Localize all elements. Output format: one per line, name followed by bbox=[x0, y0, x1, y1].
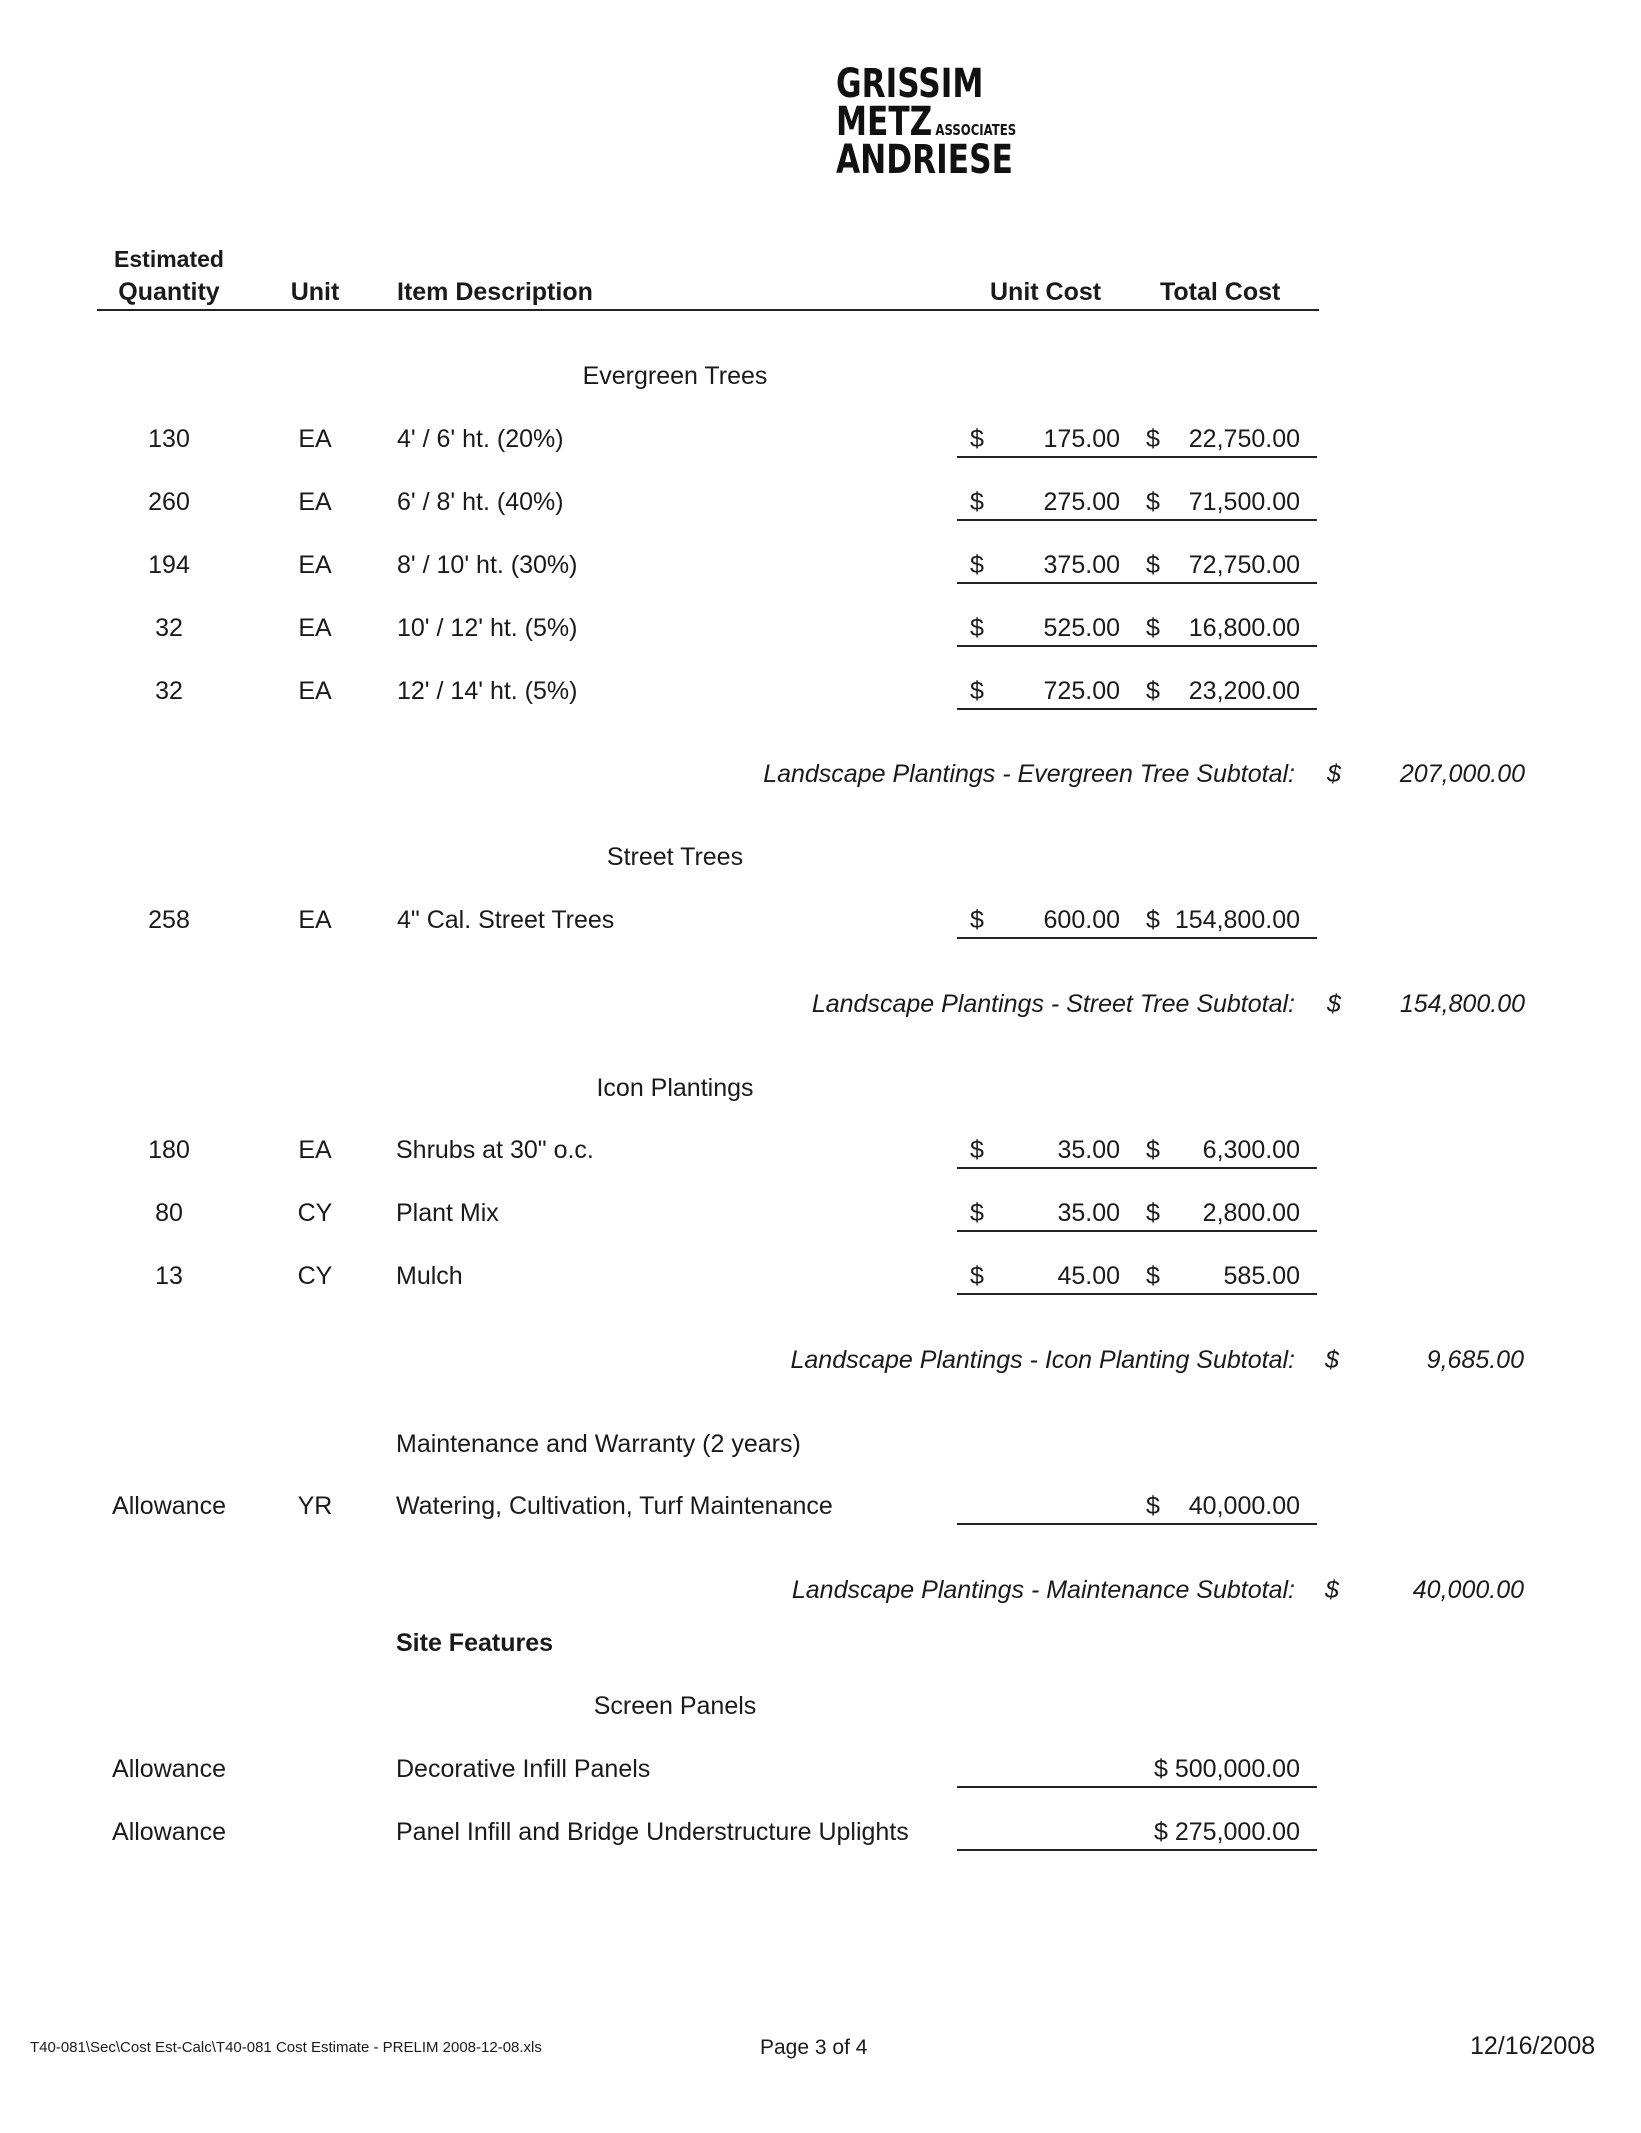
row-underline bbox=[957, 582, 1317, 584]
row-total-cost: 40,000.00 bbox=[1188, 1492, 1300, 1520]
row-quantity: Allowance bbox=[112, 1492, 226, 1520]
row-underline bbox=[957, 937, 1317, 939]
subtotal-value-street: 154,800.00 bbox=[1399, 990, 1525, 1018]
footer-page-number: Page 3 of 4 bbox=[760, 2036, 868, 2059]
row-underline bbox=[957, 1293, 1317, 1295]
row-underline bbox=[957, 456, 1317, 458]
section-title-maintenance: Maintenance and Warranty (2 years) bbox=[396, 1430, 801, 1458]
row-unit-cost-symbol: $ bbox=[970, 906, 984, 934]
row-total-cost-symbol: $ bbox=[1146, 1136, 1160, 1164]
row-quantity: 80 bbox=[155, 1199, 183, 1227]
row-unit-cost-symbol: $ bbox=[970, 1262, 984, 1290]
row-unit-cost-symbol: $ bbox=[970, 1199, 984, 1227]
row-unit: EA bbox=[298, 425, 332, 453]
row-unit-cost: 45.00 bbox=[1057, 1262, 1120, 1290]
header-unit: Unit bbox=[290, 278, 340, 306]
logo-line-1: GRISSIM bbox=[836, 61, 984, 107]
row-total-cost-symbol: $ bbox=[1146, 551, 1160, 579]
row-description: Panel Infill and Bridge Understructure Uplights bbox=[396, 1818, 909, 1846]
section-title-evergreen: Evergreen Trees bbox=[582, 362, 768, 390]
row-underline bbox=[957, 645, 1317, 647]
row-description: Shrubs at 30" o.c. bbox=[396, 1136, 594, 1164]
section-title-street: Street Trees bbox=[606, 843, 744, 871]
subtotal-label-street: Landscape Plantings - Street Tree Subtotal: bbox=[811, 990, 1295, 1018]
row-underline bbox=[957, 1230, 1317, 1232]
row-description: 6' / 8' ht. (40%) bbox=[397, 488, 564, 516]
section-heading-site-features: Site Features bbox=[396, 1629, 554, 1657]
row-total-cost-symbol: $ bbox=[1146, 488, 1160, 516]
subtotal-label-maintenance: Landscape Plantings - Maintenance Subtotal: bbox=[791, 1576, 1295, 1604]
row-description: Mulch bbox=[396, 1262, 463, 1290]
row-unit-cost: 35.00 bbox=[1057, 1199, 1120, 1227]
row-description: Decorative Infill Panels bbox=[396, 1755, 651, 1783]
row-unit-cost: 525.00 bbox=[1043, 614, 1120, 642]
row-unit: EA bbox=[298, 614, 332, 642]
row-unit-cost-symbol: $ bbox=[970, 677, 984, 705]
row-unit: EA bbox=[298, 677, 332, 705]
row-description: 12' / 14' ht. (5%) bbox=[397, 677, 578, 705]
row-total-cost: 6,300.00 bbox=[1202, 1136, 1300, 1164]
header-rule bbox=[97, 309, 1319, 311]
subtotal-value-icon: 9,685.00 bbox=[1426, 1346, 1524, 1374]
row-quantity: 32 bbox=[155, 614, 183, 642]
subtotal-label-evergreen: Landscape Plantings - Evergreen Tree Subtotal: bbox=[763, 760, 1295, 788]
subtotal-symbol-icon: $ bbox=[1325, 1346, 1339, 1374]
row-unit-cost-symbol: $ bbox=[970, 551, 984, 579]
subtotal-value-evergreen: 207,000.00 bbox=[1399, 760, 1525, 788]
subtotal-symbol-maintenance: $ bbox=[1325, 1576, 1339, 1604]
row-total-cost: 72,750.00 bbox=[1188, 551, 1300, 579]
header-description: Item Description bbox=[397, 278, 593, 306]
row-total-cost: 16,800.00 bbox=[1188, 614, 1300, 642]
row-total-cost: 71,500.00 bbox=[1188, 488, 1300, 516]
row-unit-cost: 275.00 bbox=[1043, 488, 1120, 516]
row-total-cost: 22,750.00 bbox=[1188, 425, 1300, 453]
row-quantity: 180 bbox=[148, 1136, 190, 1164]
row-unit: YR bbox=[297, 1492, 333, 1520]
subtotal-value-maintenance: 40,000.00 bbox=[1412, 1576, 1524, 1604]
row-unit-cost: 600.00 bbox=[1043, 906, 1120, 934]
logo-line-2: METZ ASSOCIATES bbox=[836, 99, 1017, 145]
row-total-cost: 154,800.00 bbox=[1174, 906, 1300, 934]
header-unit-cost: Unit Cost bbox=[990, 278, 1102, 306]
row-underline bbox=[957, 519, 1317, 521]
row-total-cost-symbol: $ bbox=[1146, 677, 1160, 705]
row-underline bbox=[957, 1786, 1317, 1788]
row-total-cost: 585.00 bbox=[1223, 1262, 1300, 1290]
row-underline bbox=[957, 1523, 1317, 1525]
row-unit-cost: 35.00 bbox=[1057, 1136, 1120, 1164]
row-total-cost-symbol: $ bbox=[1146, 1262, 1160, 1290]
row-total-cost: 2,800.00 bbox=[1202, 1199, 1300, 1227]
row-unit: EA bbox=[298, 906, 332, 934]
row-total-cost-symbol: $ bbox=[1146, 1199, 1160, 1227]
row-total-cost: 23,200.00 bbox=[1188, 677, 1300, 705]
subtotal-symbol-street: $ bbox=[1327, 990, 1341, 1018]
row-unit: CY bbox=[297, 1199, 333, 1227]
row-quantity: Allowance bbox=[112, 1755, 226, 1783]
logo-line-3: ANDRIESE bbox=[836, 137, 1013, 183]
row-total-cost-symbol: $ bbox=[1146, 1492, 1160, 1520]
row-unit-cost-symbol: $ bbox=[970, 425, 984, 453]
row-unit-cost: 375.00 bbox=[1043, 551, 1120, 579]
row-unit-cost: 725.00 bbox=[1043, 677, 1120, 705]
footer-file-path: T40-081\Sec\Cost Est-Calc\T40-081 Cost Estimate - PRELIM 2008-12-08.xls bbox=[30, 2039, 542, 2056]
header-total-cost: Total Cost bbox=[1160, 278, 1281, 306]
footer-date: 12/16/2008 bbox=[1470, 2032, 1596, 2060]
section-title-screen-panels: Screen Panels bbox=[593, 1692, 757, 1720]
row-description: Watering, Cultivation, Turf Maintenance bbox=[396, 1492, 833, 1520]
row-description: 4' / 6' ht. (20%) bbox=[397, 425, 564, 453]
row-unit: CY bbox=[297, 1262, 333, 1290]
row-total-cost-symbol: $ bbox=[1146, 425, 1160, 453]
subtotal-symbol-evergreen: $ bbox=[1327, 760, 1341, 788]
row-unit: EA bbox=[298, 488, 332, 516]
row-underline bbox=[957, 1849, 1317, 1851]
row-total-cost-symbol: $ bbox=[1146, 614, 1160, 642]
row-unit-cost: 175.00 bbox=[1043, 425, 1120, 453]
row-total-cost: $ 275,000.00 bbox=[1154, 1818, 1300, 1846]
header-estimated: Estimated bbox=[114, 246, 224, 272]
row-total-cost: $ 500,000.00 bbox=[1154, 1755, 1300, 1783]
row-unit-cost-symbol: $ bbox=[970, 1136, 984, 1164]
row-description: 4" Cal. Street Trees bbox=[397, 906, 615, 934]
section-title-icon: Icon Plantings bbox=[596, 1074, 754, 1102]
row-underline bbox=[957, 708, 1317, 710]
row-unit: EA bbox=[298, 551, 332, 579]
row-quantity: Allowance bbox=[112, 1818, 226, 1846]
row-quantity: 13 bbox=[155, 1262, 183, 1290]
company-logo bbox=[836, 61, 1017, 183]
subtotal-label-icon: Landscape Plantings - Icon Planting Subtotal: bbox=[790, 1346, 1295, 1374]
row-description: 8' / 10' ht. (30%) bbox=[397, 551, 578, 579]
row-unit-cost-symbol: $ bbox=[970, 614, 984, 642]
row-total-cost-symbol: $ bbox=[1146, 906, 1160, 934]
row-description: Plant Mix bbox=[396, 1199, 499, 1227]
row-underline bbox=[957, 1167, 1317, 1169]
row-description: 10' / 12' ht. (5%) bbox=[397, 614, 578, 642]
row-quantity: 258 bbox=[148, 906, 190, 934]
row-quantity: 32 bbox=[155, 677, 183, 705]
row-quantity: 260 bbox=[148, 488, 190, 516]
row-unit: EA bbox=[298, 1136, 332, 1164]
row-quantity: 130 bbox=[148, 425, 190, 453]
row-unit-cost-symbol: $ bbox=[970, 488, 984, 516]
row-quantity: 194 bbox=[148, 551, 190, 579]
header-quantity: Quantity bbox=[118, 278, 220, 306]
